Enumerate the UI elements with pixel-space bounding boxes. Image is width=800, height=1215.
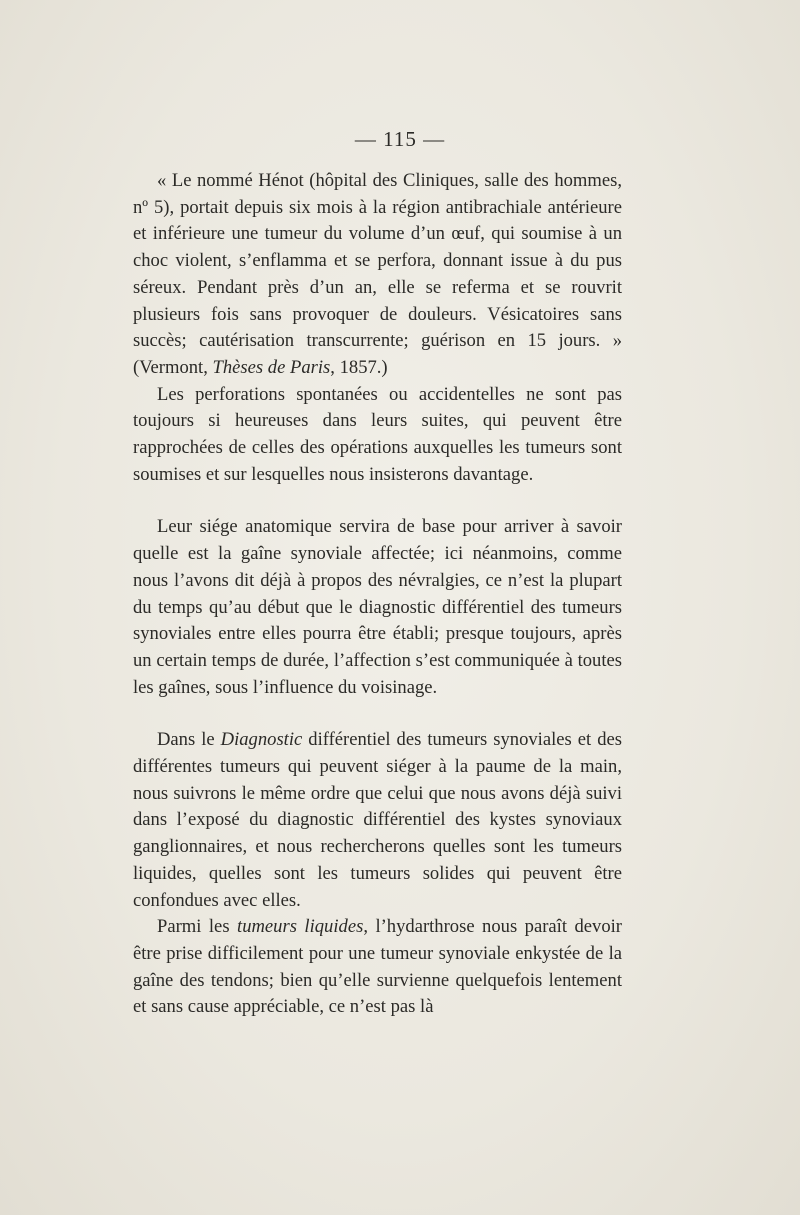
paragraph-1 xyxy=(133,168,622,382)
paragraph-5 xyxy=(133,914,622,1021)
italic-text: tumeurs liquides xyxy=(237,916,364,938)
text-run: , 1857.) xyxy=(330,356,388,378)
paragraph-3 xyxy=(133,514,622,701)
italic-text: Diagnostic xyxy=(220,729,303,751)
body-text xyxy=(133,168,622,1021)
text-run: Dans le xyxy=(157,729,221,751)
italic-text: Thèses de Paris xyxy=(212,356,331,378)
text-run: Leur siége anatomique servira de base pour arriver à savoir quelle est la gaîne synoviale affectée; ici néanmoins, comme nous l’avons dit déjà à propos des névralgies, ce n’est la plupart du temps qu’au début que le diagnostic différentiel des tumeurs synoviales entre elles pourra être établi; presque toujours, après un certain temps de durée, l’affection s’est communiquée à toutes les gaînes, sous l’influence du voisinage. xyxy=(133,516,622,698)
page-number: — 115 — xyxy=(354,127,446,151)
text-run: , l’hydarthrose nous paraît devoir être prise difficilement pour une tumeur synoviale enkystée de la gaîne des tendons; bien qu’elle survienne quelquefois lentement et sans cause appréciable, ce n’est pas là xyxy=(133,916,622,1018)
text-run: différentiel des tumeurs synoviales et des différentes tumeurs qui peuvent siéger à la paume de la main, nous suivrons le même ordre que celui que nous avons déjà suivi dans l’exposé du diagnostic différentiel des kystes synoviaux ganglionnaires, et nous rechercherons quelles sont les tumeurs liquides, quelles sont les tumeurs solides qui peuvent être confondues avec elles. xyxy=(133,729,622,911)
paragraph-4 xyxy=(133,727,622,914)
text-run: Les perforations spontanées ou accidentelles ne sont pas toujours si heureuses dans leurs suites, qui peuvent être rapprochées de celles des opérations auxquelles les tumeurs sont soumises et sur lesquelles nous insisterons davantage. xyxy=(133,383,622,485)
paragraph-2 xyxy=(133,382,622,489)
text-run: Parmi les xyxy=(157,916,238,938)
text-run: « Le nommé Hénot (hôpital des Cliniques, salle des hommes, nº 5), portait depuis six mois à la région antibrachiale antérieure et inférieure une tumeur du volume d’un œuf, qui soumise à un choc violent, s’enflamma et se perfora, donnant issue à du pus séreux. Pendant près d’un an, elle se referma et se rouvrit plusieurs fois sans provoquer de douleurs. Vésicatoires sans succès; cautérisation transcurrente; guérison en 15 jours. » (Vermont, xyxy=(133,170,622,378)
